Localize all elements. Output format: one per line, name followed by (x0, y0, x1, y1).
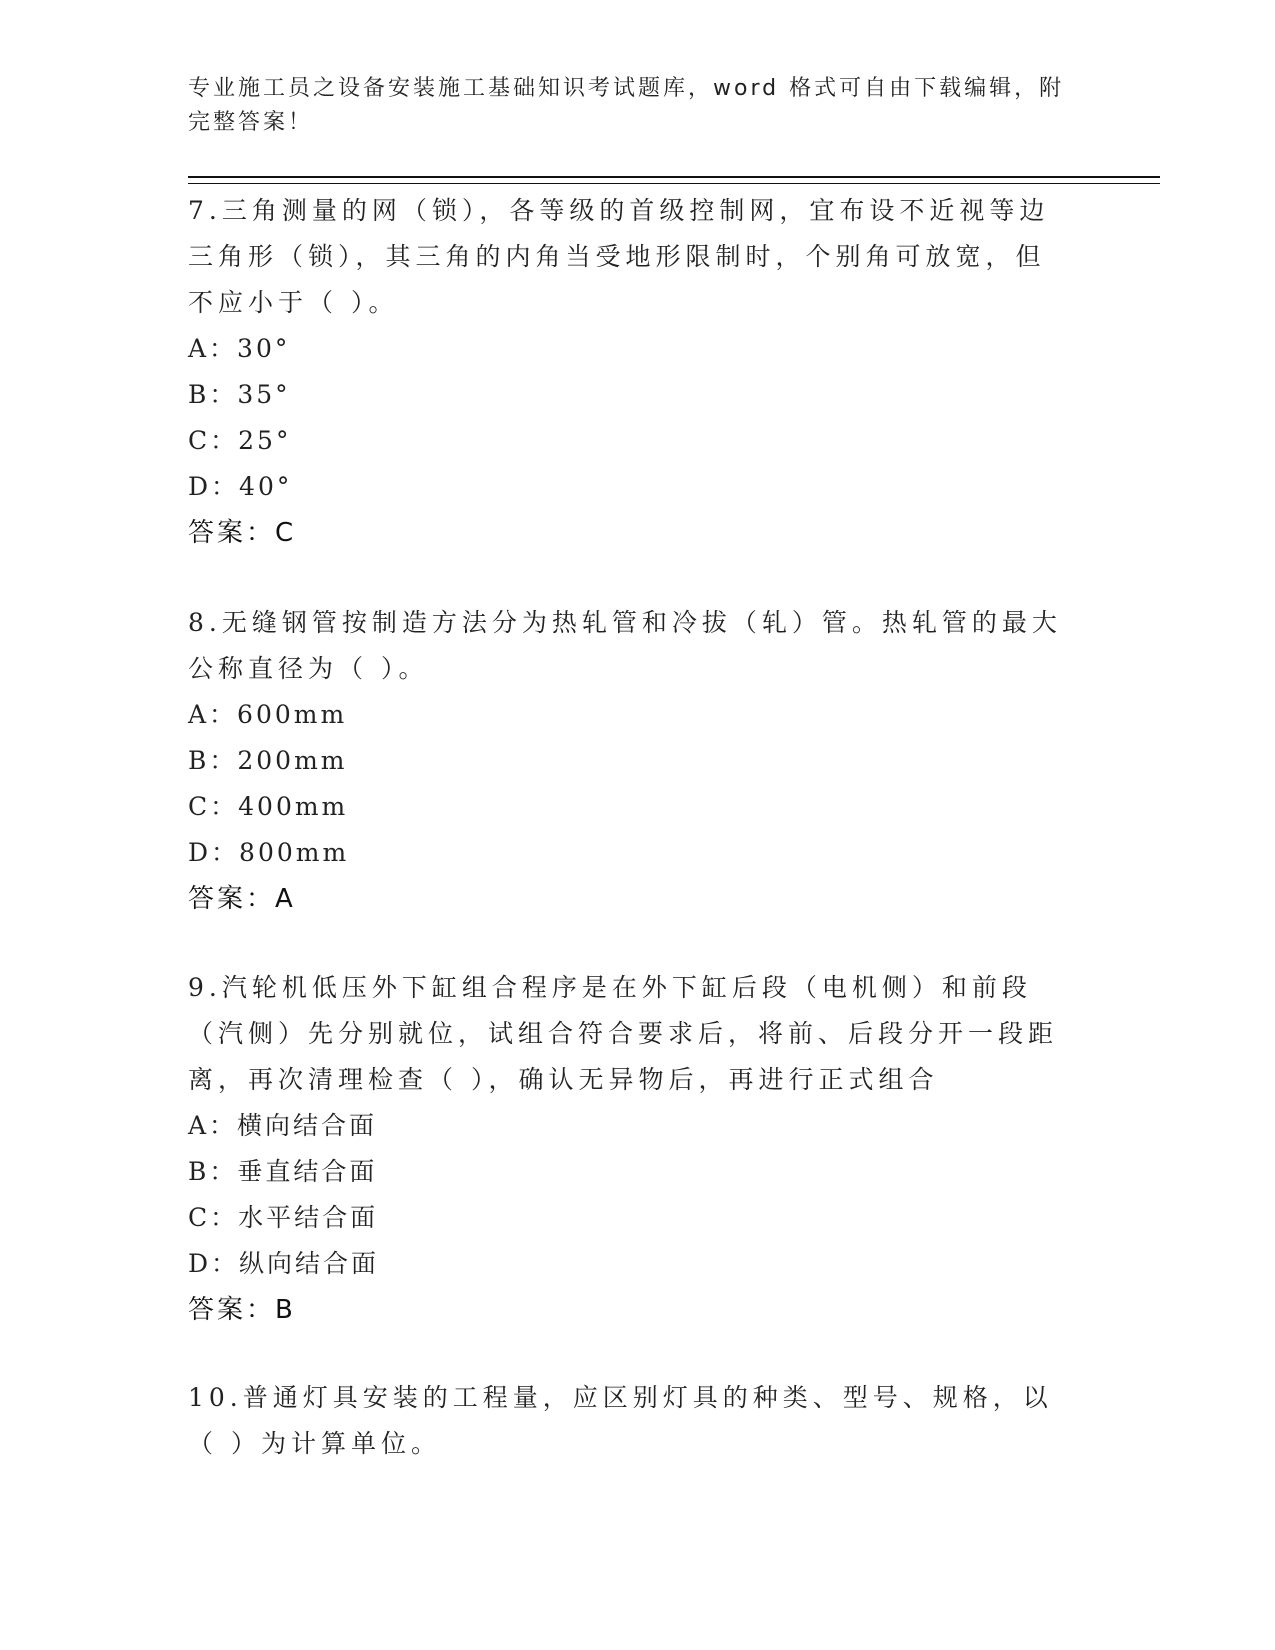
question-9 (188, 965, 1068, 1333)
option-d: D：纵向结合面 (188, 1249, 380, 1278)
answer: 答案：A (188, 884, 296, 914)
option-a: A：30° (188, 334, 291, 363)
question-10 (188, 1375, 1068, 1467)
option-b: B：35° (188, 380, 291, 409)
option-a: A：600mm (188, 700, 348, 729)
question-7 (188, 188, 1068, 556)
option-c: C：400mm (188, 792, 349, 821)
answer: 答案：C (188, 518, 297, 548)
option-d: D：40° (188, 472, 293, 501)
header-divider-thin (188, 183, 1160, 184)
option-c: C：25° (188, 426, 292, 455)
document-header: 专业施工员之设备安装施工基础知识考试题库，word 格式可自由下载编辑，附完整答案！ (188, 76, 1065, 135)
option-a: A：横向结合面 (188, 1111, 378, 1140)
question-stem: 10.普通灯具安装的工程量，应区别灯具的种类、型号、规格，以（ ）为计算单位。 (188, 1383, 1053, 1458)
question-stem: 9.汽轮机低压外下缸组合程序是在外下缸后段（电机侧）和前段（汽侧）先分别就位，试组合符合要求后，将前、后段分开一段距离，再次清理检查（ ），确认无异物后，再进行正式组合 (188, 973, 1059, 1094)
header-divider (188, 176, 1160, 178)
question-stem: 8.无缝钢管按制造方法分为热轧管和冷拔（轧）管。热轧管的最大公称直径为（ ）。 (188, 608, 1062, 683)
option-b: B：200mm (188, 746, 348, 775)
answer: 答案：B (188, 1295, 296, 1325)
question-8 (188, 600, 1068, 922)
option-b: B：垂直结合面 (188, 1157, 378, 1186)
question-stem: 7.三角测量的网（锁），各等级的首级控制网，宜布设不近视等边三角形（锁），其三角的内角当受地形限制时，个别角可放宽，但不应小于（ ）。 (188, 196, 1050, 317)
option-c: C：水平结合面 (188, 1203, 379, 1232)
option-d: D：800mm (188, 838, 350, 867)
